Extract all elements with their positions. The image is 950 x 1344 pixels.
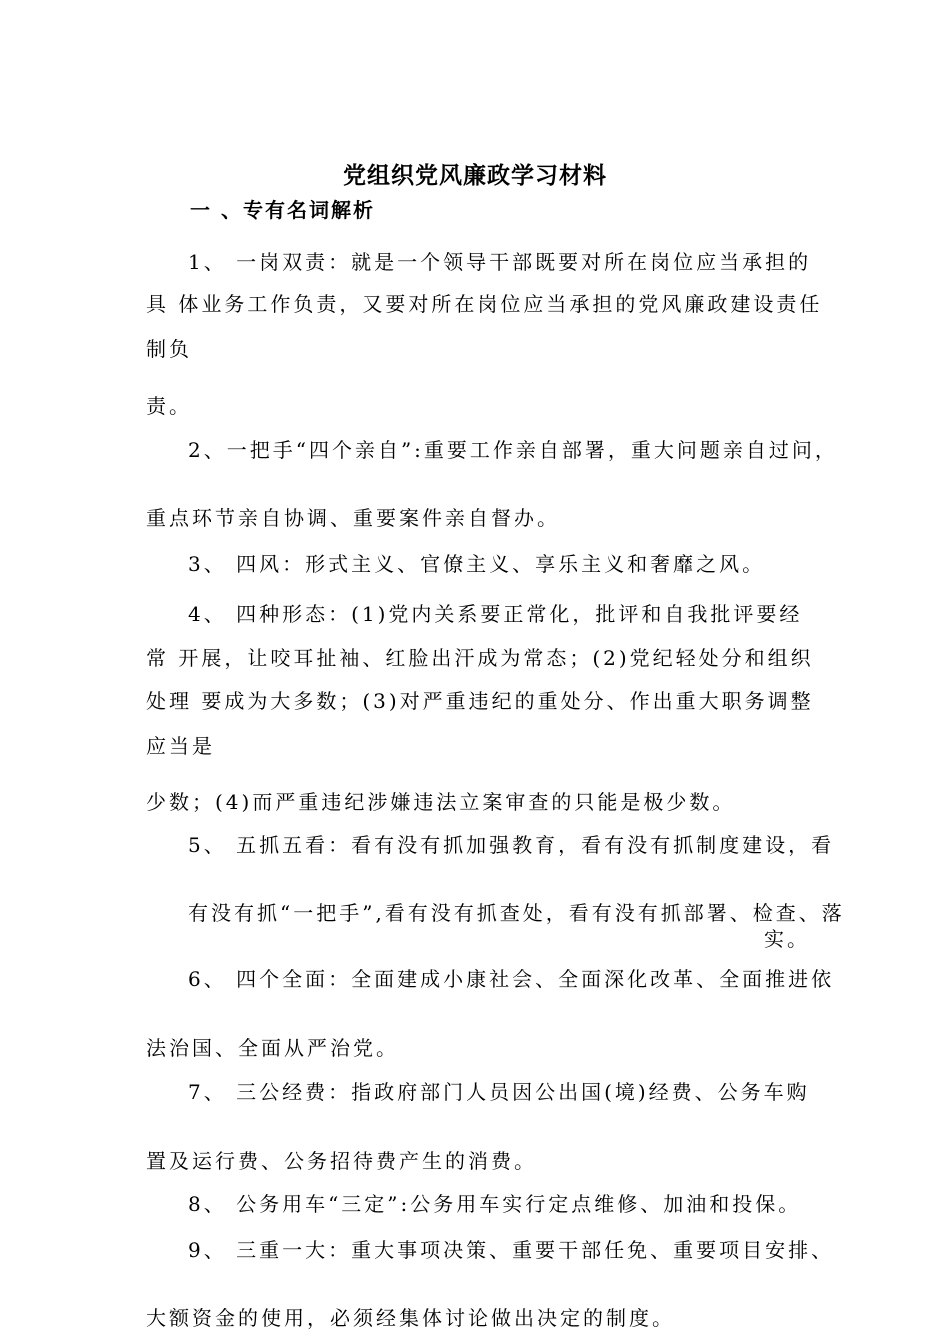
paragraph-line: 置及运行费、公务招待费产生的消费。 (146, 1149, 537, 1173)
paragraph-line: 具 体业务工作负责，又要对所在岗位应当承担的党风廉政建设责任 (146, 292, 823, 316)
paragraph-line: 8、 公务用车“三定”:公务用车实行定点维修、加油和投保。 (188, 1192, 802, 1216)
paragraph-line: 实。 (764, 927, 810, 951)
paragraph-line: 处理 要成为大多数；(3)对严重违纪的重处分、作出重大职务调整 (146, 689, 814, 713)
paragraph-line: 1、 一岗双责：就是一个领导干部既要对所在岗位应当承担的 (188, 250, 812, 274)
paragraph-line: 少数；(4)而严重违纪涉嫌违法立案审查的只能是极少数。 (146, 790, 736, 814)
document-title: 党组织党风廉政学习材料 (343, 163, 607, 189)
paragraph-line: 应当是 (146, 734, 215, 758)
paragraph-line: 法治国、全面从严治党。 (146, 1036, 399, 1060)
paragraph-line: 6、 四个全面：全面建成小康社会、全面深化改革、全面推进依 (188, 967, 835, 991)
paragraph-line: 常 开展，让咬耳扯袖、红脸出汗成为常态；(2)党纪轻处分和组织 (146, 646, 814, 670)
section-heading: 一 、专有名词解析 (190, 198, 375, 222)
paragraph-line: 大额资金的使用，必须经集体讨论做出决定的制度。 (146, 1306, 675, 1330)
paragraph-line: 4、 四种形态：(1)党内关系要正常化，批评和自我批评要经 (188, 602, 803, 626)
paragraph-line: 5、 五抓五看：看有没有抓加强教育，看有没有抓制度建设，看 (188, 833, 835, 857)
paragraph-line: 7、 三公经费：指政府部门人员因公出国(境)经费、公务车购 (188, 1080, 810, 1104)
paragraph-line: 3、 四风：形式主义、官僚主义、享乐主义和奢靡之风。 (188, 552, 766, 576)
paragraph-line: 有没有抓“一把手”,看有没有抓查处，看有没有抓部署、检查、落 (188, 901, 845, 925)
paragraph-line: 重点环节亲自协调、重要案件亲自督办。 (146, 506, 560, 530)
paragraph-line: 制负 (146, 337, 192, 361)
paragraph-line: 责。 (146, 394, 192, 418)
paragraph-line: 2、一把手“四个亲自”:重要工作亲自部署，重大问题亲自过问， (188, 438, 838, 462)
paragraph-line: 9、 三重一大：重大事项决策、重要干部任免、重要项目安排、 (188, 1238, 835, 1262)
